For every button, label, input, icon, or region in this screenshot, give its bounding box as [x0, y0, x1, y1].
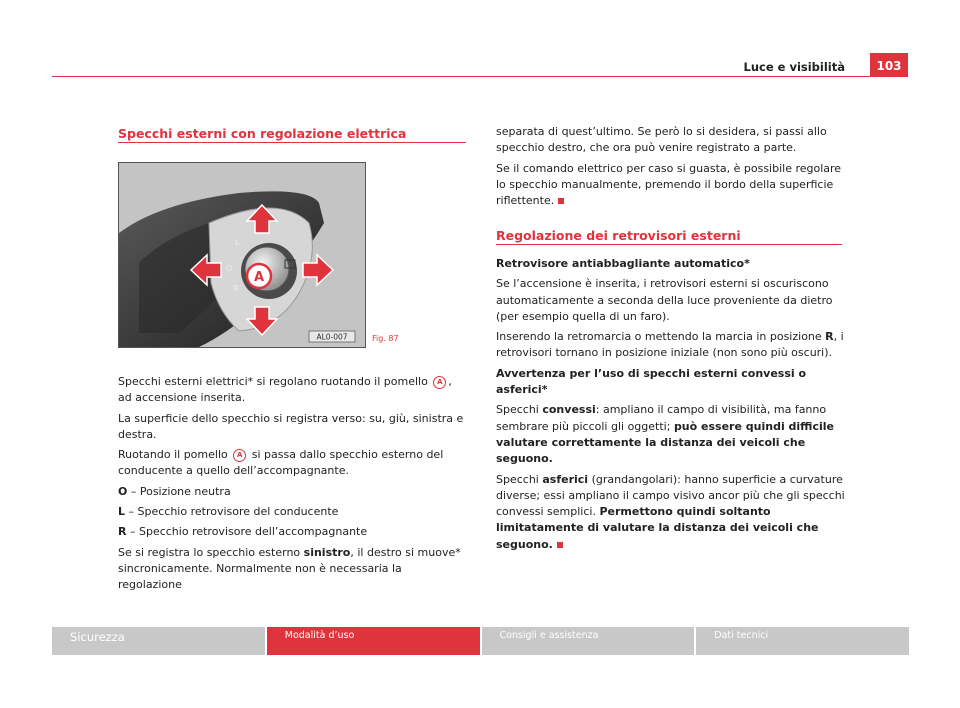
right-paragraph-6: Specchi asferici (grandangolari): hanno superficie a curvature diverse; essi ampliano il campo visivo ancor più che gli specchi convessi semplici. Permettono quindi soltanto limitatamente di valutare la distanza dei veicoli che seguono. [496, 472, 845, 551]
mirror-control-illustration [119, 163, 365, 347]
right-paragraph-3: Se l’accensione è inserita, i retrovisori esterni si oscuriscono automaticamente a seconda della luce proveniente da dietro (per esempio quella di un faro). [496, 277, 833, 323]
knob-label-a: A [253, 270, 265, 285]
left-paragraph-3: Ruotando il pomello A si passa dallo specchio esterno del conducente a quello dell’accompagnante. [118, 448, 444, 478]
subheading-convex-mirrors: Avvertenza per l’uso di specchi esterni convessi o asferici* [496, 366, 807, 397]
section-end-icon [557, 542, 563, 548]
header-rule [52, 76, 870, 77]
figure-code: AL0-007 [316, 332, 348, 342]
left-section-rule [118, 142, 466, 143]
section-end-icon [558, 198, 564, 204]
legend-item-l: L – Specchio retrovisore del conducente [118, 505, 339, 519]
mirror-control-figure [118, 162, 366, 348]
knob-a-icon: A [433, 376, 446, 389]
left-column-text [118, 374, 468, 598]
figure-caption: Fig. 87 [372, 334, 399, 343]
legend-item-o: O – Posizione neutra [118, 484, 231, 498]
footer-tab-consigli-assistenza[interactable]: Consigli e assistenza [482, 627, 695, 655]
right-section-heading: Regolazione dei retrovisori esterni [496, 228, 741, 243]
subheading-antiglare: Retrovisore antiabbagliante automatico* [496, 257, 750, 270]
header-title: Luce e visibilità [743, 60, 845, 74]
left-paragraph-2: La superficie dello specchio si registra verso: su, giù, sinistra e destra. [118, 411, 464, 441]
left-paragraph-4: Se si registra lo specchio esterno sinistro, il destro si muove* sincronicamente. Normalmente non è necessaria la regolazione [118, 545, 461, 592]
legend-item-r: R – Specchio retrovisore dell’accompagnante [118, 525, 368, 539]
knob-a-icon: A [233, 449, 246, 462]
footer-tab-modalita-uso[interactable]: Modalità d’uso [267, 627, 480, 655]
right-column-text [496, 256, 846, 557]
right-paragraph-1: separata di quest’ultimo. Se però lo si desidera, si passi allo specchio destro, che ora può venire registrato a parte. [496, 125, 827, 155]
page-header [0, 0, 960, 80]
right-column-text-top [496, 124, 846, 213]
right-paragraph-5: Specchi convessi: ampliano il campo di visibilità, ma fanno sembrare più piccoli gli oggetti; può essere quindi difficile valutare correttamente la distanza dei veicoli che seguono. [496, 403, 834, 466]
knob-position-l: L [235, 238, 240, 247]
left-paragraph-1: Specchi esterni elettrici* si regolano ruotando il pomello A , ad accensione inserita. [118, 375, 452, 405]
right-paragraph-2: Se il comando elettrico per caso si guasta, è possibile regolare lo specchio manualmente, premendo il bordo della superficie riflettente. [496, 161, 842, 208]
page-number: 103 [870, 53, 908, 77]
right-section-rule [496, 244, 842, 245]
footer-tab-sicurezza[interactable]: Sicurezza [52, 627, 265, 655]
knob-position-r: R [233, 284, 239, 293]
left-section-heading: Specchi esterni con regolazione elettrica [118, 126, 407, 141]
knob-position-o: O [226, 264, 233, 273]
footer-nav [52, 627, 909, 655]
footer-tab-dati-tecnici[interactable]: Dati tecnici [696, 627, 909, 655]
right-paragraph-4: Inserendo la retromarcia o mettendo la marcia in posizione R, i retrovisori tornano in posizione iniziale (non sono più oscuri). [496, 330, 844, 360]
